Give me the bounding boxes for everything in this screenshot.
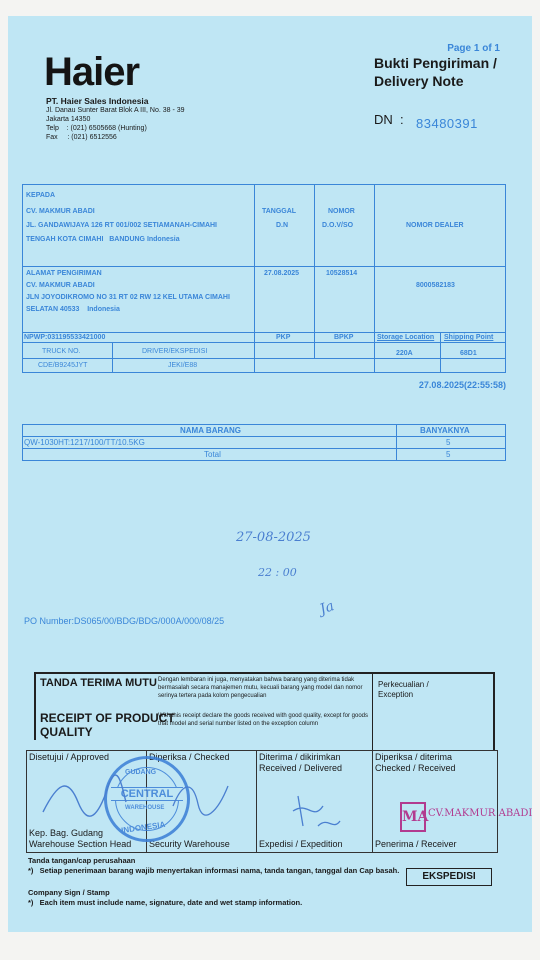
receipt-text-en: With this receipt declare the goods received with good quality, except for goods that model and serial number listed on the exception column xyxy=(158,713,369,727)
nomor-sub: D.O.V/SO xyxy=(322,222,354,229)
kepada-name: CV. MAKMUR ABADI xyxy=(26,208,95,215)
dn-number: 83480391 xyxy=(416,116,478,131)
haier-logo: Haier xyxy=(44,50,140,94)
receipt-title-id: TANDA TERIMA MUTU xyxy=(40,677,157,689)
nomor-value: 10528514 xyxy=(326,270,358,277)
tanggal-value: 27.08.2025 xyxy=(264,270,300,277)
bpkp-label: BPKP xyxy=(334,334,354,341)
receipt-title-en-1: RECEIPT OF PRODUCT xyxy=(40,711,175,725)
stamp-top-text: GUDANG xyxy=(125,769,157,776)
stamp-sub-text: WAREHOUSE xyxy=(125,805,165,811)
received-delivered-label-2: Received / Delivered xyxy=(259,763,343,773)
page-indicator: Page 1 of 1 xyxy=(447,43,500,54)
dn-label: DN : xyxy=(374,112,404,127)
received-delivered-label-1: Diterima / dikirimkan xyxy=(259,752,341,762)
receipt-text-id: Dengan lembaran ini juga, menyatakan bahwa barang yang diterima tidak bermasalah secara manajemen mutu, kecuali barang yang model dan nomor serinya tertera pada kolom pengecualian xyxy=(158,677,363,699)
tanggal-sub: D.N xyxy=(276,222,289,229)
po-number: PO Number:DS065/00/BDG/BDG/000A/000/08/25 xyxy=(24,616,225,626)
shipping-point-label: Shipping Point xyxy=(444,334,494,341)
expedition-signature xyxy=(278,786,348,836)
col-header-quantity: BANYAKNYA xyxy=(420,426,470,435)
exception-label-2: Exception xyxy=(378,690,414,699)
address-line: Jl. Danau Sunter Barat Blok A III, No. 38 - 39 xyxy=(46,107,185,114)
handwritten-initials: Ja xyxy=(317,598,337,618)
copy-label-box: EKSPEDISI xyxy=(406,868,492,886)
stamp-bottom-text: INDONESIA xyxy=(120,819,166,836)
item-name: QW-1030HT:1217/100/TT/10.5KG xyxy=(24,438,145,447)
storage-location-label: Storage Location xyxy=(377,334,435,341)
item-quantity: 5 xyxy=(446,438,451,447)
address-line: Telp : (021) 6505668 (Hunting) xyxy=(46,125,147,132)
storage-location-value: 220A xyxy=(396,350,413,357)
handwritten-date: 27-08-2025 xyxy=(236,530,311,545)
delivery-note-sheet xyxy=(8,16,532,932)
dealer-label: NOMOR DEALER xyxy=(406,222,464,229)
approved-signature xyxy=(38,772,128,822)
address-line: Fax : (021) 6512556 xyxy=(46,134,117,141)
pkp-label: PKP xyxy=(276,334,291,341)
security-warehouse-label: Security Warehouse xyxy=(149,839,230,849)
npwp: NPWP:031195533421000 xyxy=(24,334,106,341)
shipping-point-value: 68D1 xyxy=(460,350,477,357)
address-line: Jakarta 14350 xyxy=(46,116,91,123)
section-head-label-2: Warehouse Section Head xyxy=(29,839,132,849)
title-line: Bukti Pengiriman / xyxy=(374,55,497,71)
approved-label: Disetujui / Approved xyxy=(29,752,110,762)
checked-received-label-1: Diperiksa / diterima xyxy=(375,752,453,762)
alamat-label: ALAMAT PENGIRIMAN xyxy=(26,270,102,277)
truck-label: TRUCK NO. xyxy=(42,348,81,355)
kepada-address-2: TENGAH KOTA CIMAHI BANDUNG Indonesia xyxy=(26,236,180,243)
checked-signature xyxy=(168,776,238,816)
kepada-label: KEPADA xyxy=(26,192,56,199)
driver-label: DRIVER/EKSPEDISI xyxy=(142,348,208,355)
alamat-name: CV. MAKMUR ABADI xyxy=(26,282,95,289)
tanggal-label: TANGGAL xyxy=(262,208,297,215)
total-value: 5 xyxy=(446,450,451,459)
stamp-center-text: CENTRAL xyxy=(111,787,183,801)
footer-label-en: Company Sign / Stamp xyxy=(28,888,110,897)
title-line: Delivery Note xyxy=(374,73,464,89)
receiver-stamp-logo: MA xyxy=(400,802,426,832)
exception-label-1: Perkecualian / xyxy=(378,680,429,689)
receiver-label: Penerima / Receiver xyxy=(375,839,457,849)
driver-value: JEKI/E88 xyxy=(168,362,198,369)
checked-received-label-2: Checked / Received xyxy=(375,763,456,773)
total-label: Total xyxy=(204,450,221,459)
footer-note-en: *) Each item must include name, signature, date and wet stamp information. xyxy=(28,898,303,907)
nomor-label: NOMOR xyxy=(328,208,355,215)
kepada-address-1: JL. GANDAWIJAYA 126 RT 001/002 SETIAMANAH-CIMAHI xyxy=(26,222,217,229)
truck-value: CDE/B9245JYT xyxy=(38,362,88,369)
checked-label: Diperiksa / Checked xyxy=(149,752,230,762)
alamat-address-1: JLN JOYODIKROMO NO 31 RT 02 RW 12 KEL UTAMA CIMAHI xyxy=(26,294,230,301)
print-timestamp: 27.08.2025(22:55:58) xyxy=(418,380,506,390)
company-address xyxy=(46,106,246,142)
expedition-label: Expedisi / Expedition xyxy=(259,839,343,849)
footer-label-id: Tanda tangan/cap perusahaan xyxy=(28,856,136,865)
dealer-value: 8000582183 xyxy=(416,282,455,289)
receiver-stamp-text: CV.MAKMUR ABADI xyxy=(428,808,533,819)
section-head-label-1: Kep. Bag. Gudang xyxy=(29,828,104,838)
alamat-address-2: SELATAN 40533 Indonesia xyxy=(26,306,120,313)
col-header-item-name: NAMA BARANG xyxy=(180,426,242,435)
footer-note-id: *) Setiap penerimaan barang wajib menyertakan informasi nama, tanda tangan, tanggal dan Cap basah. xyxy=(28,866,400,875)
document-title xyxy=(374,54,497,90)
receipt-title-en-2: QUALITY xyxy=(40,725,93,739)
handwritten-time: 22 : 00 xyxy=(258,566,297,579)
company-name: PT. Haier Sales Indonesia xyxy=(46,96,149,106)
